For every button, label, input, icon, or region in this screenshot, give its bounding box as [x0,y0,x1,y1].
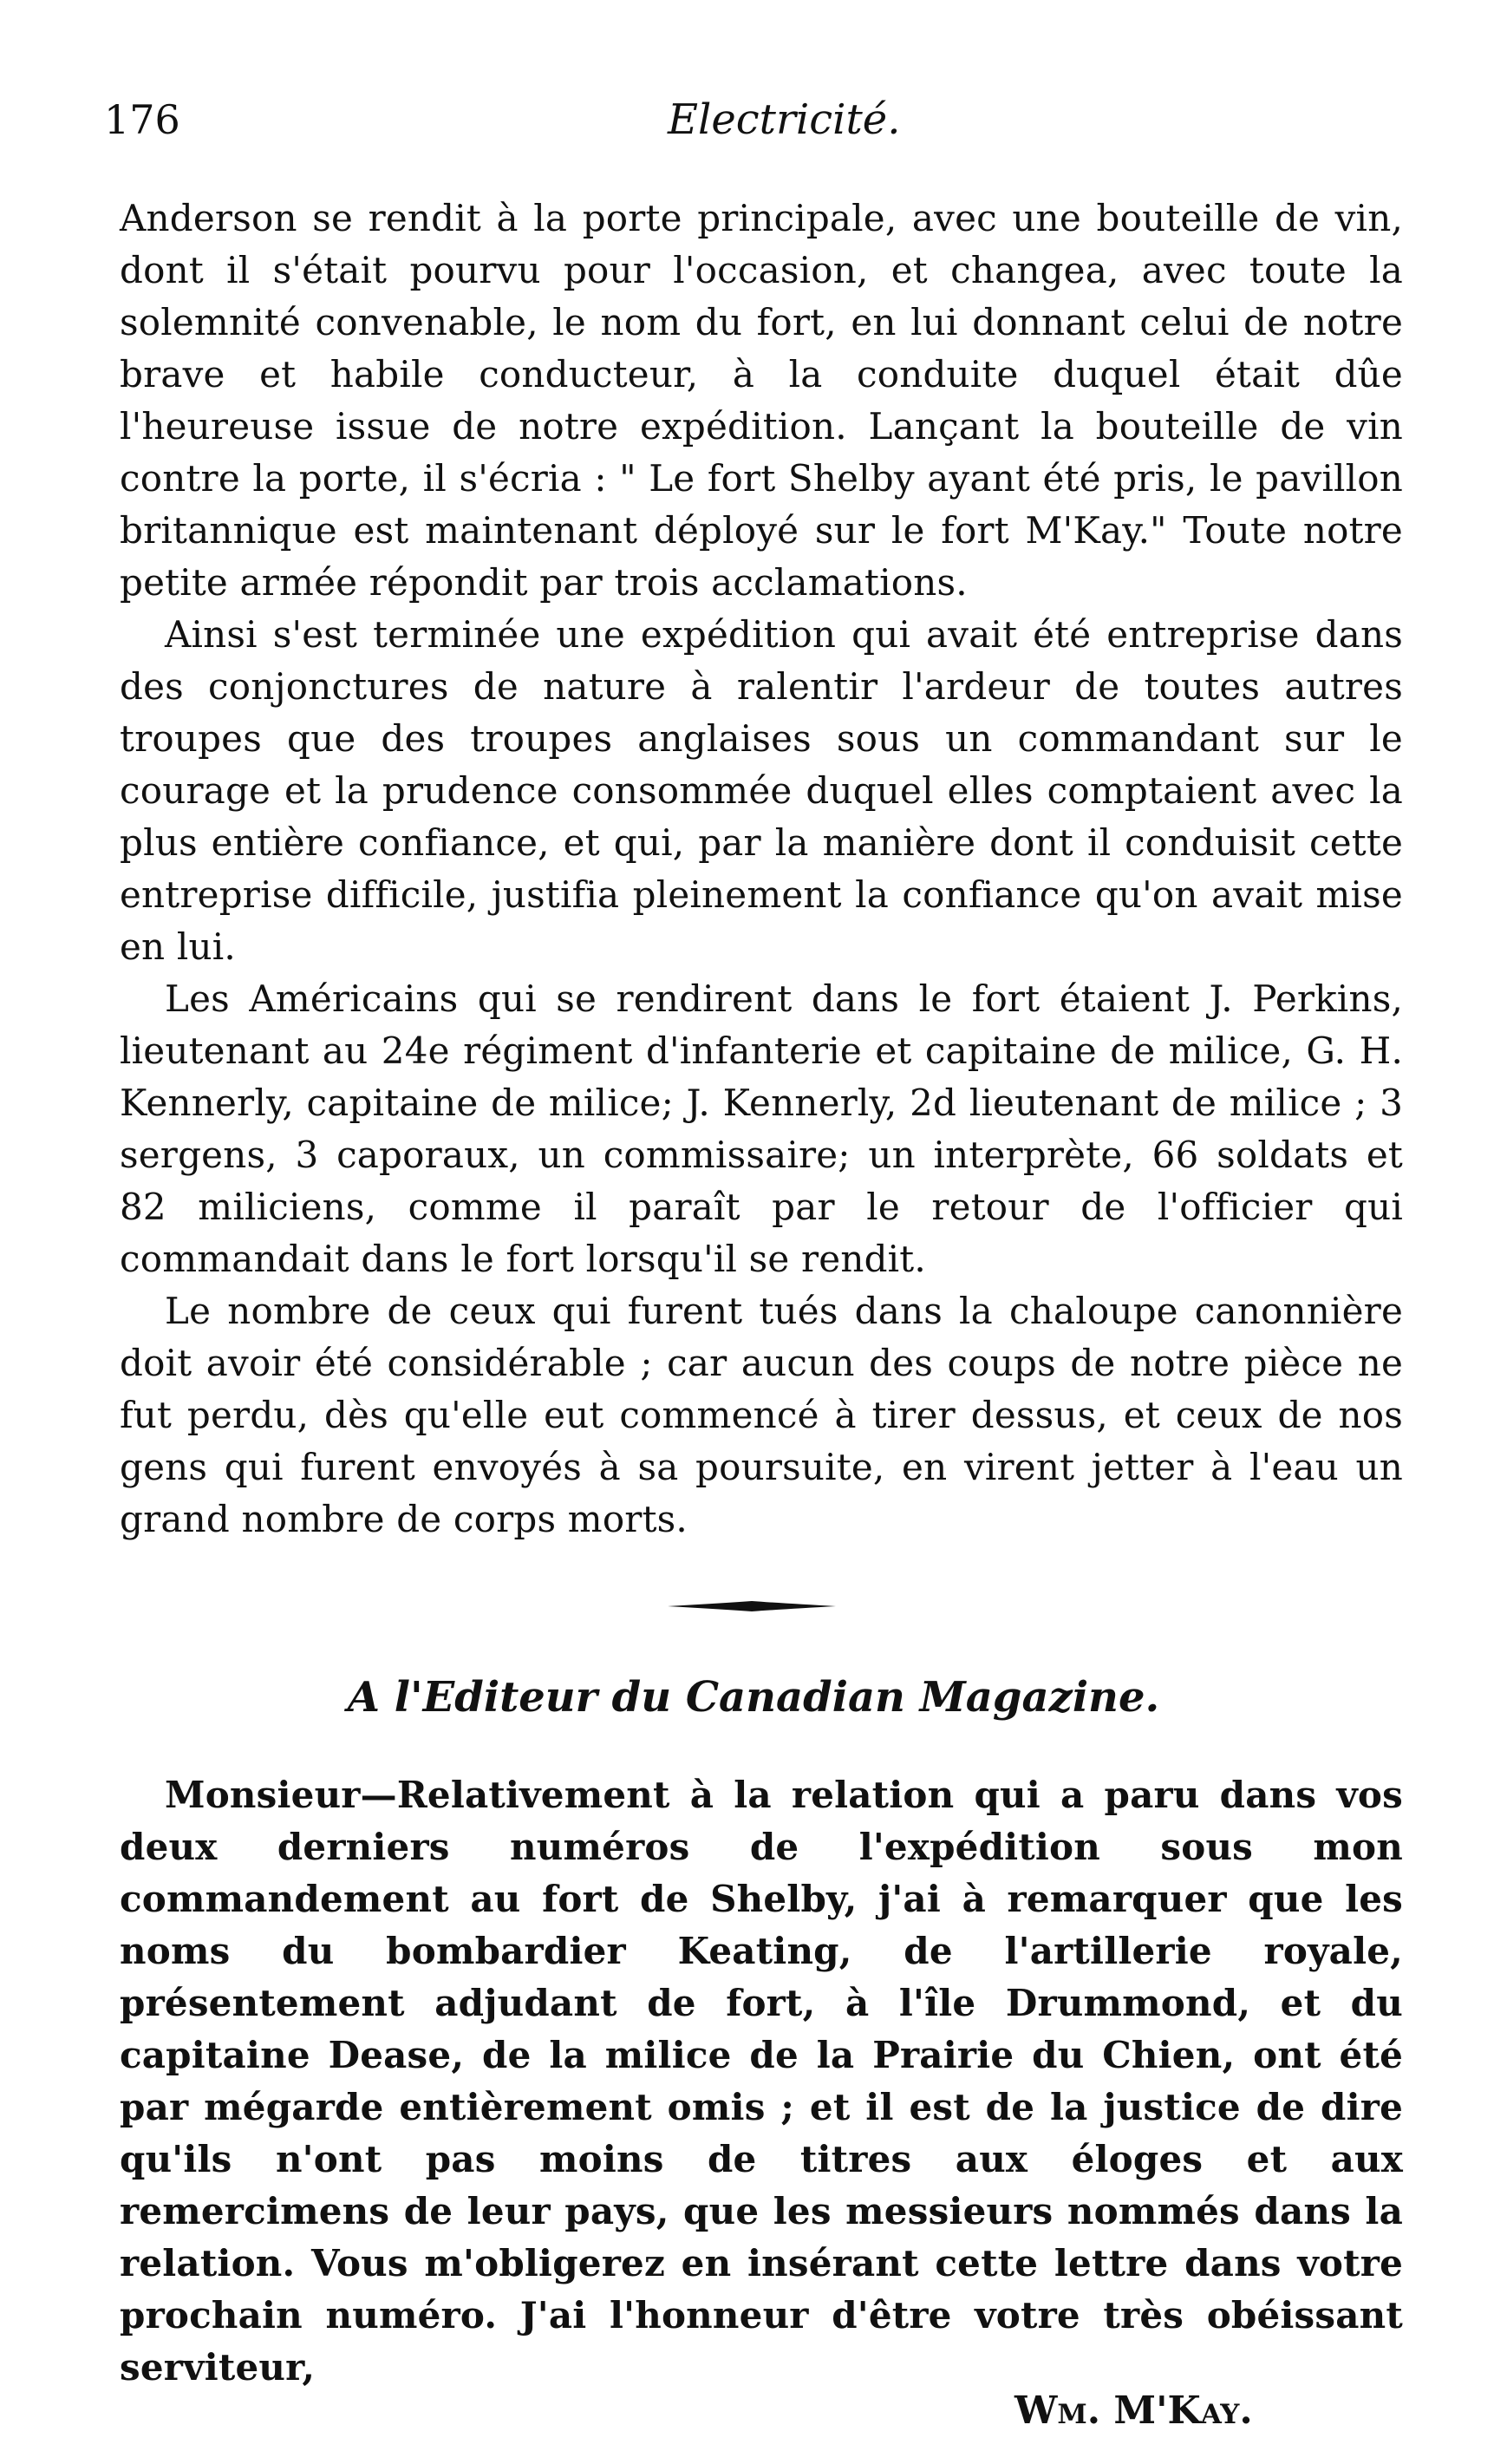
signature: Wm. M'Kay. [1014,2389,1253,2433]
ornamental-rule-icon [668,1598,836,1614]
article-paragraph: Le nombre de ceux qui furent tués dans la chaloupe canonnière doit avoir été considérable ; car aucun des coups de notre pièce ne fut perdu, dès qu'elle eut commencé à tirer dessus, et ceux de nos gens qui furent envoyés à sa poursuite, en virent jetter à l'eau un grand nombre de corps morts. [120,1290,1403,1540]
article-paragraph: Ainsi s'est terminée une expédition qui avait été entreprise dans des conjonctures de nature à ralentir l'ardeur de toutes autres troupes que des troupes anglaises sous un commandant sur le courage et la prudence consommée duquel elles comptaient avec la plus entière confiance, et qui, par la manière dont il conduisit cette entreprise difficile, justifia pleinement la confiance qu'on avait mise en lui. [120,613,1403,968]
article-text [120,193,1403,1546]
page-header [104,94,1422,146]
letter-title: A l'Editeur du Canadian Magazine. [347,1673,1160,1722]
article-paragraph: Les Américains qui se rendirent dans le fort étaient J. Perkins, lieutenant au 24e régiment d'infanterie et capitaine de milice, G. H. Kennerly, capitaine de milice; J. Kennerly, 2d lieutenant de milice ; 3 sergens, 3 caporaux, un commissaire; un interprète, 66 soldats et 82 miliciens, comme il paraît par le retour de l'officier qui commandait dans le fort lorsqu'il se rendit. [120,977,1403,1280]
article-paragraph: Anderson se rendit à la porte principale, avec une bouteille de vin, dont il s'était pourvu pour l'occasion, et changea, avec toute la solemnité convenable, le nom du fort, en lui donnant celui de notre brave et habile conducteur, à la conduite duquel était dûe l'heureuse issue de notre expédition. Lançant la bouteille de vin contre la porte, il s'écria : " Le fort Shelby ayant été pris, le pavillon britannique est maintenant déployé sur le fort M'Kay." Toute notre petite armée répondit par trois acclamations. [120,197,1403,604]
page-number: 176 [104,96,180,143]
letter-body [120,1769,1403,2394]
letter-paragraph: Monsieur—Relativement à la relation qui a paru dans vos deux derniers numéros de l'expédition sous mon commandement au fort de Shelby, j'ai à remarquer que les noms du bombardier Keating, de l'artillerie royale, présentement adjudant de fort, à l'île Drummond, et du capitaine Dease, de la milice de la Prairie du Chien, ont été par mégarde entièrement omis ; et il est de la justice de dire qu'ils n'ont pas moins de titres aux éloges et aux remercimens de leur pays, que les messieurs nommés dans la relation. Vous m'obligerez en insérant cette lettre dans votre prochain numéro. J'ai l'honneur d'être votre très obéissant serviteur, [120,1774,1403,2389]
running-head: Electricité. [668,95,901,144]
